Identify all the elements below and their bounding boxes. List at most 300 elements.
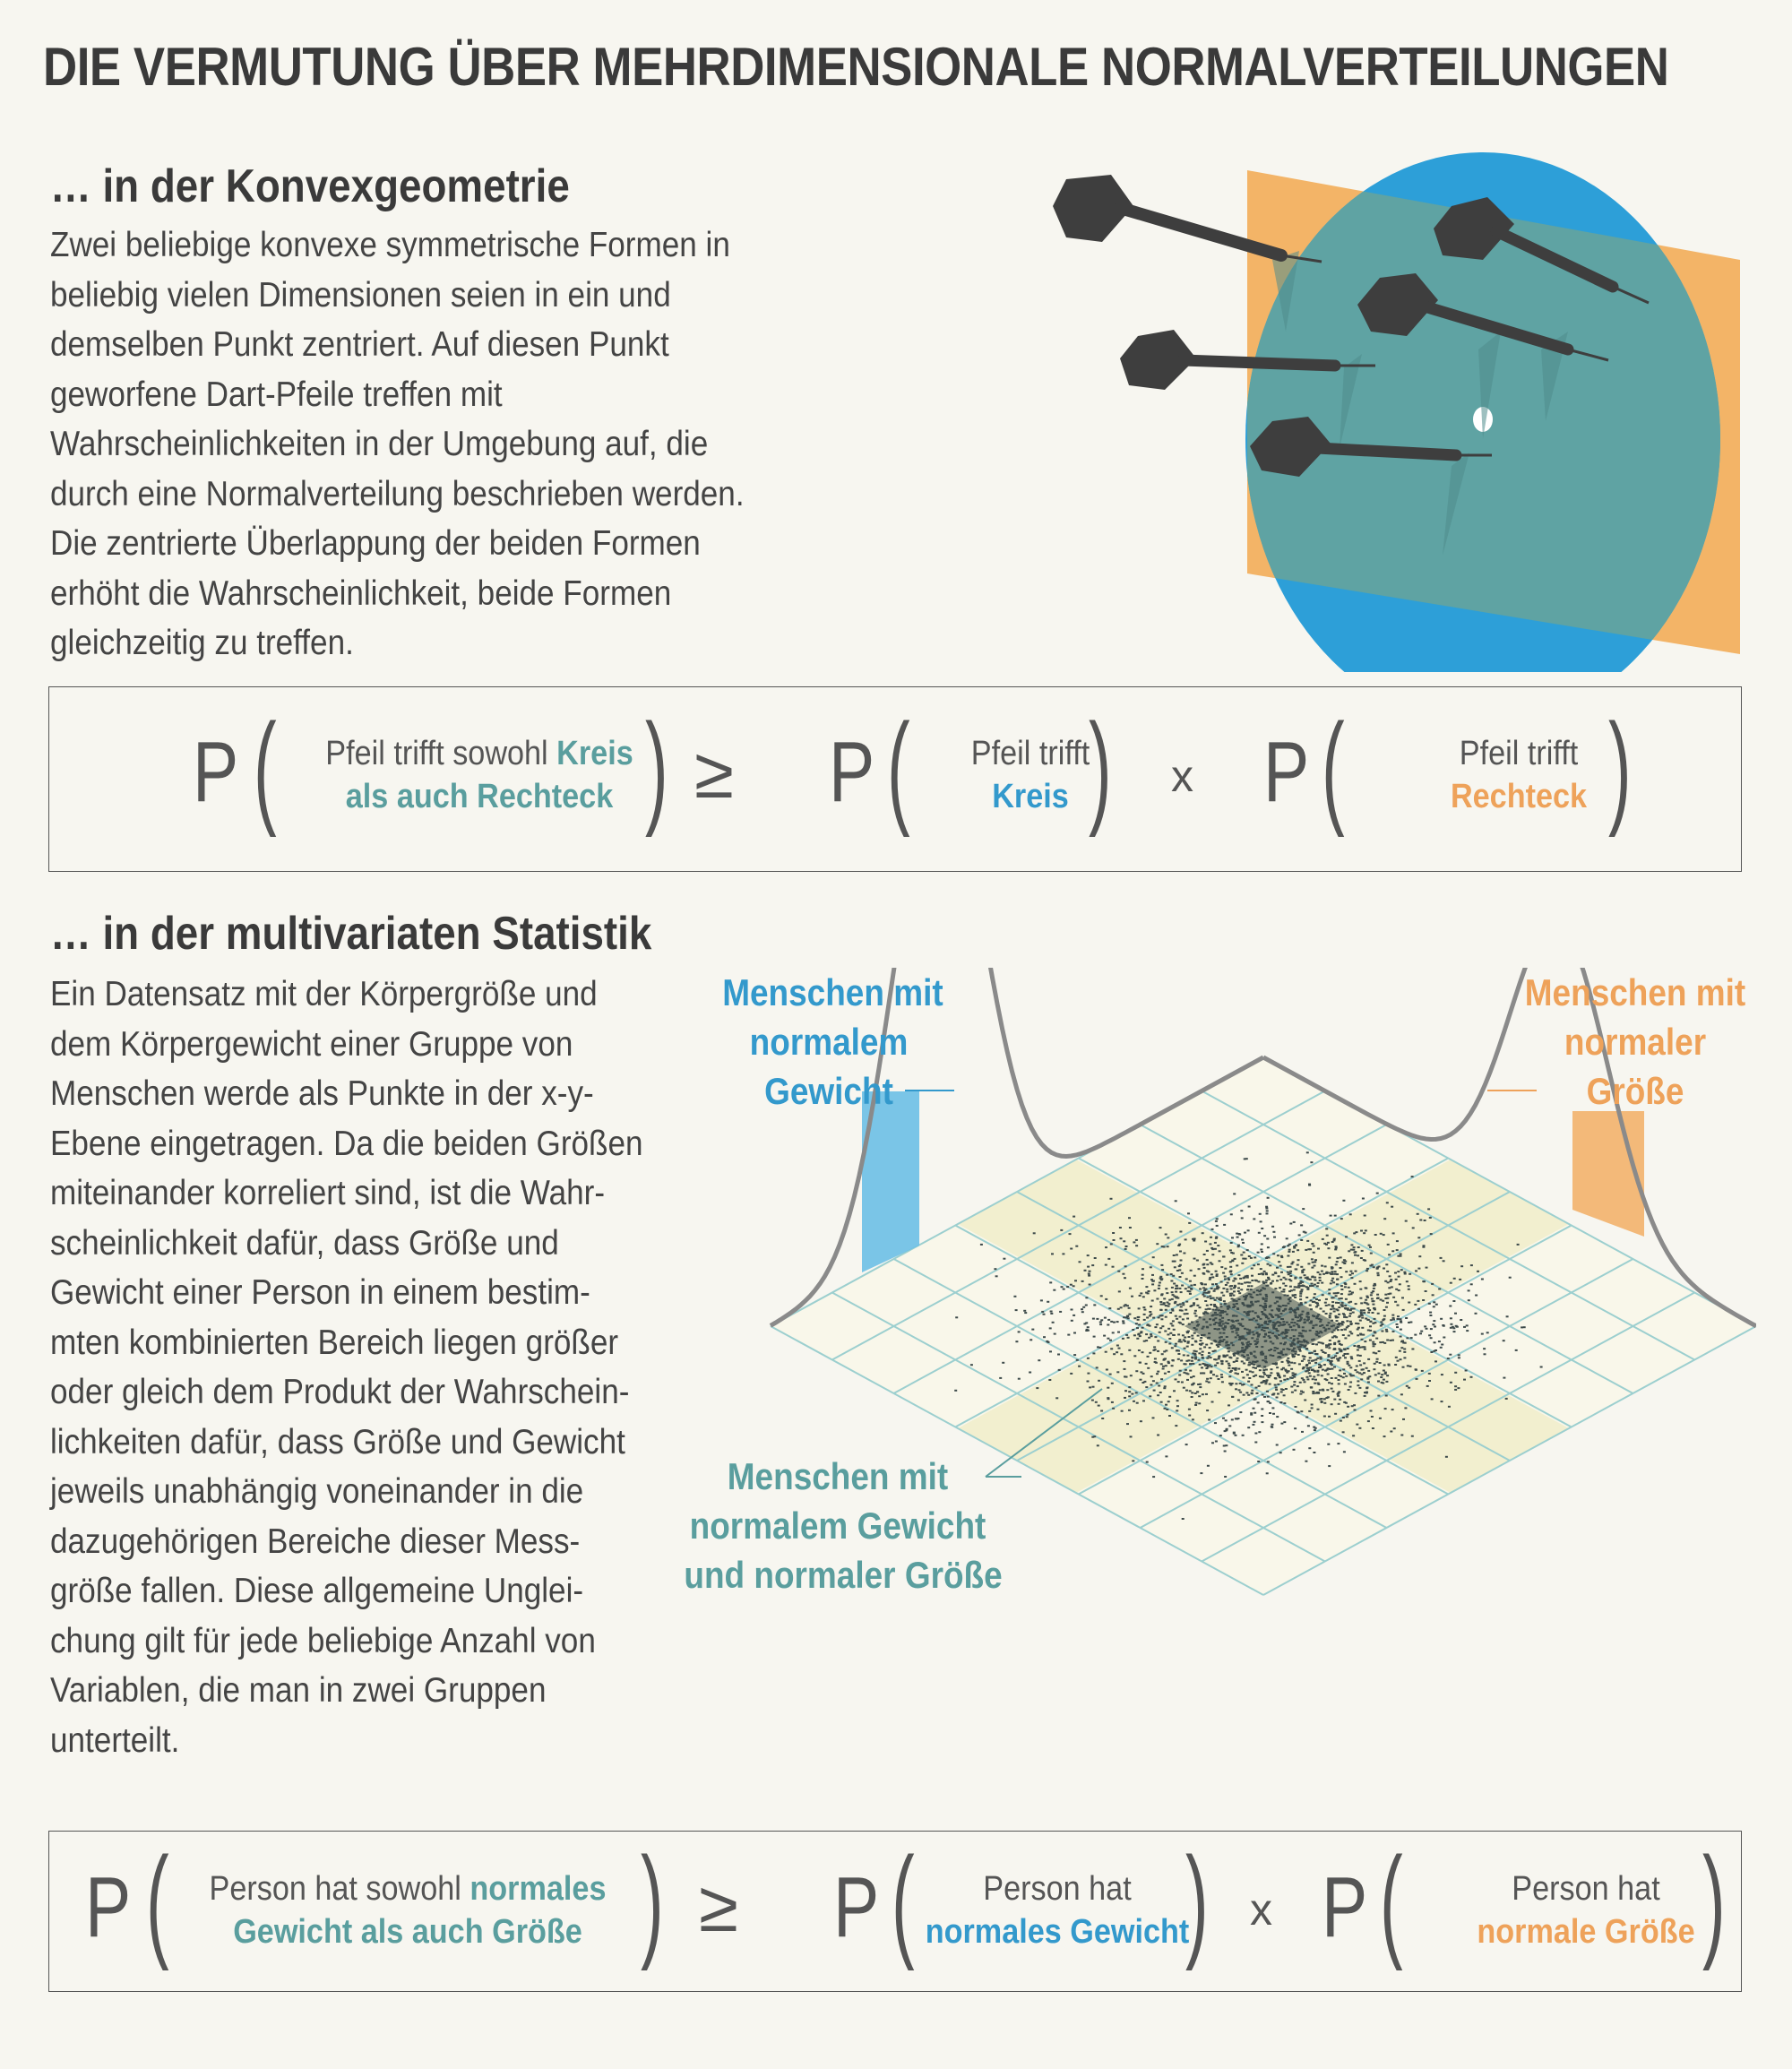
data-point [1338,1306,1340,1308]
data-point [1328,1289,1331,1290]
data-point [1216,1375,1219,1377]
data-point [1112,1408,1115,1410]
data-point [1382,1300,1384,1302]
data-point [1193,1240,1195,1242]
data-point [1311,1243,1314,1245]
data-point [1347,1353,1349,1355]
data-point [1239,1278,1242,1280]
data-point [1325,1272,1328,1273]
data-point [1202,1294,1204,1296]
data-point [1295,1277,1297,1279]
data-point [1158,1285,1160,1287]
data-point [1402,1342,1405,1344]
data-point [1251,1384,1254,1386]
data-point [1092,1386,1095,1388]
data-point [1259,1369,1262,1371]
data-point [1157,1435,1159,1436]
data-point [1378,1350,1381,1352]
data-point [1263,1374,1266,1375]
data-point [1254,1412,1256,1414]
data-point [1053,1289,1055,1291]
data-point [1136,1402,1139,1404]
data-point [1320,1357,1322,1358]
data-point [1167,1361,1170,1363]
data-point [1289,1266,1292,1268]
data-point [1347,1361,1349,1363]
data-point [1327,1374,1330,1375]
data-point [1367,1312,1370,1314]
data-point [1063,1289,1065,1290]
data-point [1448,1406,1451,1408]
data-point [1232,1253,1235,1254]
data-point [1188,1415,1191,1417]
paren-close: ) [1089,697,1112,838]
data-point [1235,1369,1237,1371]
data-point [1143,1309,1146,1311]
data-point [1409,1366,1412,1367]
data-point [1357,1316,1360,1318]
data-point [1150,1266,1152,1268]
data-point [1309,1357,1312,1358]
data-point [1260,1220,1262,1222]
data-point [1262,1281,1264,1283]
data-point [1267,1246,1270,1248]
data-point [1262,1394,1264,1396]
data-point [1458,1357,1460,1358]
data-point [1253,1408,1255,1410]
data-point [1349,1374,1352,1375]
data-point [1214,1242,1217,1244]
data-point [1257,1461,1260,1462]
data-point [1434,1326,1436,1328]
data-point [1124,1375,1126,1377]
data-point [1391,1409,1394,1410]
data-point [1210,1237,1212,1238]
data-point [1188,1359,1191,1361]
data-point [1261,1243,1263,1245]
data-point [1081,1308,1083,1310]
data-point [1319,1277,1322,1279]
data-point [1329,1316,1331,1318]
data-point [1237,1288,1240,1289]
section2-body [50,970,709,1765]
data-point [1209,1243,1211,1245]
data-point [1152,1476,1155,1478]
data-point [1185,1373,1188,1375]
data-point [1239,1411,1242,1413]
section2-line: größe fallen. Diese allgemeine Unglei- [50,1572,584,1610]
section1-line: erhöht die Wahrscheinlichkeit, beide Formen [50,573,672,613]
data-point [1073,1315,1075,1316]
data-point [1368,1309,1371,1311]
data-point [1207,1308,1210,1310]
data-point [1340,1350,1342,1352]
data-point [1312,1285,1314,1287]
section2-line: lichkeiten dafür, dass Größe und Gewicht [50,1422,625,1461]
data-point [1173,1390,1176,1392]
data-point [1434,1349,1437,1351]
data-point [1254,1398,1257,1400]
data-point [1203,1292,1206,1294]
data-point [1142,1296,1145,1297]
data-point [1283,1402,1286,1404]
data-point [1340,1420,1342,1422]
data-point [1359,1320,1362,1322]
data-point [1400,1269,1403,1271]
data-point [1395,1279,1398,1280]
data-point [1225,1284,1228,1286]
data-point [1271,1427,1273,1428]
data-point [1215,1237,1218,1239]
data-point [1307,1425,1310,1427]
data-point [1454,1372,1457,1374]
data-point [1104,1317,1107,1319]
data-point [1311,1352,1314,1354]
data-point [1268,1376,1271,1378]
data-point [1295,1406,1297,1408]
data-point [1132,1329,1134,1331]
data-point [1175,1315,1177,1317]
data-point [1279,1287,1281,1289]
data-point [1058,1369,1061,1371]
data-point [1316,1358,1319,1359]
data-point [1229,1271,1232,1272]
data-point [1338,1379,1340,1381]
data-point [1380,1299,1383,1301]
data-point [1348,1250,1350,1252]
data-point [1183,1253,1185,1254]
data-point [1217,1245,1219,1246]
data-point [1226,1360,1228,1362]
dartboard-illustration [1030,152,1747,672]
data-point [1367,1370,1370,1372]
data-point [1386,1340,1389,1341]
data-point [1400,1336,1402,1338]
data-point [1229,1266,1232,1268]
data-point [1314,1392,1317,1394]
data-point [1261,1409,1263,1410]
data-point [1186,1318,1189,1320]
data-point [1271,1280,1274,1282]
data-point [1312,1343,1314,1345]
data-point [1140,1332,1142,1333]
data-point [1181,1285,1184,1287]
data-point [1375,1361,1378,1363]
data-point [1161,1325,1164,1327]
data-point [1338,1302,1340,1304]
data-point [1305,1461,1307,1462]
data-point [1136,1327,1139,1329]
data-point [1328,1382,1331,1384]
data-point [1142,1278,1144,1280]
geq-sign: ≥ [694,733,734,813]
data-point [1452,1327,1455,1329]
data-point [1335,1315,1338,1317]
data-point [1318,1341,1321,1343]
data-point [1337,1309,1340,1311]
data-point [1311,1404,1314,1406]
data-point [1334,1271,1337,1272]
data-point [1301,1377,1304,1379]
data-point [1128,1217,1131,1219]
data-point [1357,1334,1359,1336]
data-point [1331,1364,1333,1366]
data-point [1210,1377,1212,1379]
data-point [1291,1354,1294,1356]
data-point [1217,1346,1219,1348]
data-point [1233,1287,1236,1289]
data-point [1388,1287,1391,1289]
data-point [1342,1355,1345,1357]
data-point [1169,1332,1172,1334]
data-point [1070,1248,1073,1250]
data-point [1345,1298,1348,1300]
data-point [1419,1220,1422,1221]
data-point [1163,1304,1166,1306]
data-point [1303,1285,1305,1287]
data-point [1323,1398,1326,1400]
data-point [1331,1301,1334,1303]
data-point [1049,1281,1052,1283]
data-point [1245,1158,1248,1160]
data-point [1381,1382,1383,1384]
data-point [1411,1435,1414,1437]
data-point [1162,1368,1165,1370]
data-point [1299,1295,1302,1297]
data-point [1364,1349,1366,1350]
data-point [1521,1326,1523,1328]
data-point [1354,1410,1357,1411]
data-point [1362,1346,1365,1348]
data-point [1210,1288,1213,1289]
data-point [1347,1414,1349,1416]
data-point [1429,1315,1432,1316]
data-point [1228,1363,1230,1365]
data-point [1349,1321,1352,1323]
data-point [1323,1243,1326,1245]
data-point [1338,1391,1340,1392]
data-point [1330,1215,1332,1217]
data-point [1204,1300,1207,1302]
data-point [1387,1244,1390,1246]
data-point [1218,1356,1220,1358]
data-point [1349,1331,1352,1332]
data-point [1400,1318,1402,1320]
data-point [1033,1232,1036,1234]
data-point [1186,1355,1189,1357]
data-point [1233,1193,1236,1194]
data-point [1245,1275,1247,1277]
data-point [1355,1303,1357,1305]
data-point [1293,1381,1296,1383]
data-point [1236,1360,1238,1362]
data-point [1347,1363,1349,1365]
data-point [1124,1304,1127,1306]
data-point [1105,1298,1107,1300]
data-point [1183,1354,1185,1356]
data-point [1142,1274,1144,1276]
data-point [1228,1383,1231,1384]
data-point [1348,1365,1350,1366]
data-point [1391,1286,1393,1288]
data-point [1523,1326,1526,1328]
data-point [1220,1281,1223,1283]
data-point [1138,1349,1141,1351]
data-point [1354,1254,1357,1256]
data-point [1076,1359,1079,1361]
data-point [1288,1251,1290,1253]
data-point [1124,1390,1127,1392]
data-point [1271,1368,1273,1370]
data-point [1369,1330,1372,1332]
data-point [1383,1365,1386,1366]
data-point [1107,1338,1109,1340]
data-point [1301,1272,1304,1273]
data-point [1117,1308,1120,1310]
data-point [1336,1358,1339,1360]
data-point [1118,1290,1121,1292]
data-point [1342,1376,1345,1378]
data-point [1357,1246,1360,1248]
data-point [1183,1363,1185,1365]
data-point [1128,1349,1131,1351]
data-point [1299,1277,1302,1279]
data-point [1251,1390,1254,1392]
data-point [1167,1401,1170,1402]
data-point [1355,1271,1357,1272]
data-point [1036,1387,1038,1389]
data-point [1343,1451,1346,1453]
data-point [1215,1271,1218,1272]
data-point [1343,1263,1346,1264]
data-point [1331,1297,1333,1298]
data-point [1188,1290,1191,1292]
data-point [1364,1302,1366,1304]
data-point [1383,1435,1386,1437]
data-point [1182,1304,1185,1306]
data-point [1327,1396,1330,1398]
data-point [1376,1268,1379,1270]
data-point [1179,1304,1182,1306]
data-point [1374,1343,1376,1345]
data-point [1087,1381,1090,1383]
data-point [1251,1275,1254,1277]
data-point [1331,1388,1333,1390]
data-point [1271,1424,1274,1426]
data-point [1331,1278,1334,1280]
section1-line: geworfene Dart-Pfeile treffen mit [50,375,503,414]
data-point [1363,1362,1366,1364]
data-point [1433,1301,1435,1303]
data-point [1374,1363,1376,1365]
data-point [1300,1280,1303,1282]
section2-line: Variablen, die man in zwei Gruppen [50,1671,547,1710]
data-point [1411,1349,1414,1350]
data-point [1265,1272,1268,1274]
data-point [1142,1400,1145,1401]
data-point [1267,1197,1270,1199]
data-point [1371,1416,1374,1418]
data-point [1325,1313,1328,1315]
data-point [1381,1374,1383,1375]
data-point [1192,1418,1194,1420]
data-point [1216,1362,1219,1364]
data-point [1150,1279,1153,1280]
data-point [1314,1277,1316,1279]
data-point [1359,1333,1362,1335]
data-point [1262,1372,1265,1374]
data-point [1342,1368,1345,1370]
data-point [1440,1347,1443,1349]
data-point [1270,1282,1272,1284]
data-point [1438,1341,1441,1342]
data-point [1342,1334,1345,1336]
data-point [1384,1408,1387,1410]
data-point [1243,1252,1245,1254]
data-point [1198,1352,1201,1354]
data-point [1091,1400,1094,1401]
data-point [1260,1268,1262,1270]
data-point [1286,1237,1288,1239]
data-point [1375,1338,1378,1340]
data-point [1348,1274,1351,1276]
data-point [1180,1306,1183,1307]
data-point [1160,1278,1163,1280]
data-point [1131,1393,1133,1395]
data-point [1050,1313,1053,1315]
data-point [1229,1249,1232,1251]
data-point [1316,1353,1319,1355]
data-point [1343,1349,1346,1350]
data-point [1362,1198,1365,1200]
data-point [1333,1399,1336,1401]
data-point [1159,1276,1162,1278]
data-point [1337,1360,1340,1362]
data-point [1400,1435,1403,1436]
data-point [1171,1291,1174,1293]
data-point [1237,1400,1240,1401]
data-point [1341,1302,1344,1304]
data-point [1237,1274,1240,1276]
section2-line: dem Körpergewicht einer Gruppe von [50,1024,573,1064]
data-point [1109,1340,1112,1341]
data-point [1015,1309,1018,1311]
data-point [1182,1323,1185,1325]
data-point [1055,1397,1058,1399]
data-point [1206,1410,1209,1411]
data-point [1050,1311,1053,1313]
data-point [1215,1220,1218,1222]
data-point [1140,1371,1142,1373]
data-point [1280,1391,1283,1392]
data-point [1163,1350,1166,1352]
data-point [1139,1295,1142,1297]
data-point [1470,1376,1473,1378]
data-point [1189,1390,1192,1392]
data-point [1198,1402,1201,1404]
data-point [1156,1383,1159,1384]
data-point [1126,1315,1129,1317]
data-point [1128,1410,1131,1411]
data-point [1427,1208,1430,1210]
data-point [1264,1281,1267,1283]
paren-open: ( [892,1831,915,1971]
data-point [1318,1299,1321,1301]
data-point [1272,1413,1275,1415]
data-point [1168,1338,1171,1340]
data-point [1294,1390,1297,1392]
data-point [1347,1348,1349,1349]
